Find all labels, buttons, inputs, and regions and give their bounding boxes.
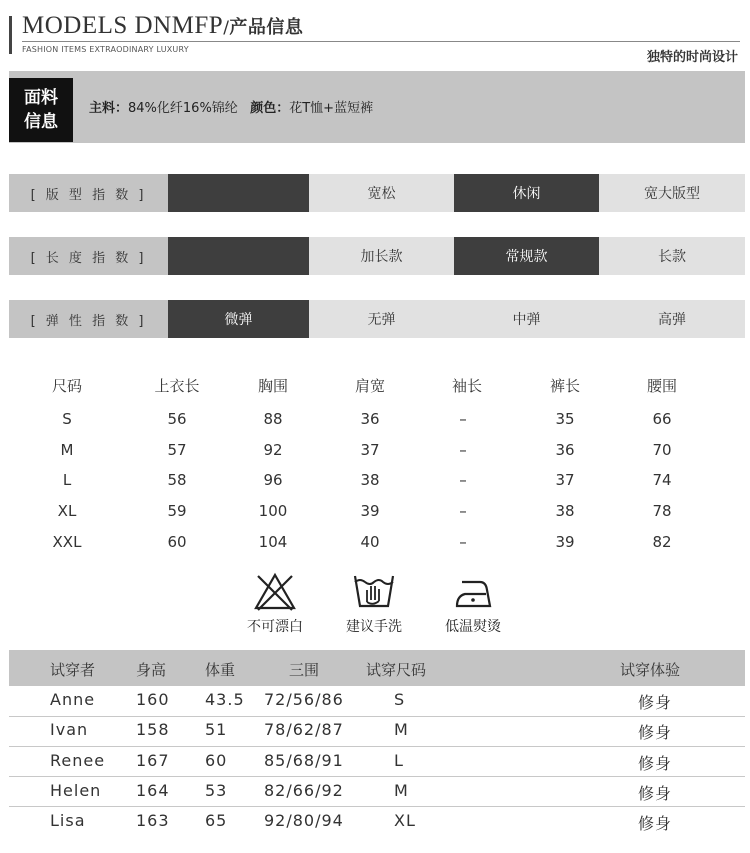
header-tagline: 独特的时尚设计 [646, 50, 738, 65]
size-cell: 39 [555, 533, 575, 551]
fitting-cell: 修身 [638, 723, 673, 742]
fabric-tag-line2: 信息 [24, 112, 58, 132]
size-col-header: 尺码 [51, 377, 82, 395]
size-cell: 38 [555, 502, 575, 520]
size-cell: 74 [652, 471, 672, 489]
elasticity-index-option: 无弹 [309, 300, 454, 338]
fabric-details [89, 97, 373, 116]
fitting-cell: 修身 [638, 754, 673, 773]
fitting-cell: Ivan [50, 720, 89, 739]
size-col-header: 裤长 [549, 377, 580, 395]
fitting-row-divider [9, 746, 745, 747]
fitting-cell: M [394, 781, 409, 800]
size-cell: 58 [167, 471, 187, 489]
fit-index-label: [ 版 型 指 数 ] [9, 174, 168, 212]
color-value: 花T恤+蓝短裤 [289, 101, 374, 116]
size-cell: – [459, 410, 467, 428]
size-cell: 60 [167, 533, 187, 551]
fit-index-option: 休闲 [454, 174, 599, 212]
size-cell: S [62, 410, 72, 428]
fit-index-option: 宽大版型 [599, 174, 745, 212]
fabric-info-tag [9, 78, 73, 142]
fitting-cell: 167 [136, 751, 170, 770]
size-cell: 59 [167, 502, 187, 520]
material-label: 主料： [89, 101, 129, 116]
length-index-option: 加长款 [309, 237, 454, 275]
size-cell: 88 [263, 410, 283, 428]
fitting-cell: S [394, 690, 406, 709]
length-index-option: 长款 [599, 237, 745, 275]
fitting-cell: 78/62/87 [264, 720, 344, 739]
fitting-cell: XL [394, 811, 416, 830]
fitting-cell: Helen [50, 781, 102, 800]
no-bleach-icon [253, 572, 297, 612]
size-col-header: 腰围 [646, 377, 677, 395]
length-index-row [9, 237, 745, 275]
fitting-cell: 60 [205, 751, 228, 770]
size-cell: XL [57, 502, 77, 520]
elasticity-index-option: 高弹 [599, 300, 745, 338]
size-col-header: 肩宽 [354, 377, 385, 395]
size-cell: – [459, 441, 467, 459]
fitting-cell: 85/68/91 [264, 751, 344, 770]
fitting-col-header: 身高 [136, 661, 167, 679]
care-label: 建议手洗 [346, 619, 402, 635]
size-cell: 92 [263, 441, 283, 459]
elasticity-index-option: 中弹 [454, 300, 599, 338]
fitting-row-divider [9, 776, 745, 777]
size-col-header: 上衣长 [154, 377, 200, 395]
header-divider [22, 41, 740, 42]
size-cell: 78 [652, 502, 672, 520]
fitting-row-divider [9, 806, 745, 807]
fitting-cell: 65 [205, 811, 228, 830]
fitting-col-header: 体重 [205, 661, 236, 679]
fitting-cell: 92/80/94 [264, 811, 344, 830]
size-cell: 39 [360, 502, 380, 520]
size-cell: 36 [555, 441, 575, 459]
fit-index-option: 宽松 [309, 174, 454, 212]
size-cell: XXL [52, 533, 82, 551]
size-cell: 36 [360, 410, 380, 428]
size-cell: – [459, 533, 467, 551]
fitting-cell: Lisa [50, 811, 86, 830]
size-cell: 35 [555, 410, 575, 428]
elasticity-index-option: 微弹 [168, 300, 309, 338]
size-cell: 82 [652, 533, 672, 551]
fit-index-row [9, 174, 745, 212]
fitting-cell: 160 [136, 690, 170, 709]
length-index-option [168, 237, 309, 275]
title-brand: MODELS DNMFP [22, 12, 224, 39]
length-index-label: [ 长 度 指 数 ] [9, 237, 168, 275]
size-cell: L [62, 471, 72, 489]
fitting-cell: 51 [205, 720, 228, 739]
size-cell: 56 [167, 410, 187, 428]
fitting-cell: Renee [50, 751, 106, 770]
fitting-cell: M [394, 720, 409, 739]
size-col-header: 袖长 [451, 377, 482, 395]
length-index-option: 常规款 [454, 237, 599, 275]
fit-index-option [168, 174, 309, 212]
fitting-cell: 修身 [638, 693, 673, 712]
fitting-cell: 164 [136, 781, 170, 800]
size-cell: 40 [360, 533, 380, 551]
page-title [22, 12, 303, 40]
size-cell: 96 [263, 471, 283, 489]
fitting-cell: 72/56/86 [264, 690, 344, 709]
hand-wash-icon [352, 572, 396, 612]
fitting-col-header: 三围 [289, 661, 320, 679]
size-cell: 38 [360, 471, 380, 489]
fitting-cell: 163 [136, 811, 170, 830]
elasticity-index-label: [ 弹 性 指 数 ] [9, 300, 168, 338]
size-cell: 57 [167, 441, 187, 459]
fitting-cell: 158 [136, 720, 170, 739]
size-cell: M [60, 441, 74, 459]
material-value: 84%化纤16%锦纶 [128, 101, 238, 116]
size-cell: 100 [258, 502, 288, 520]
elasticity-index-row [9, 300, 745, 338]
fitting-col-header: 试穿尺码 [366, 661, 427, 679]
size-cell: 104 [258, 533, 288, 551]
fabric-tag-line1: 面料 [24, 88, 58, 108]
fitting-cell: 82/66/92 [264, 781, 344, 800]
size-cell: 37 [360, 441, 380, 459]
fitting-col-header: 试穿者 [50, 661, 96, 679]
fitting-cell: 53 [205, 781, 228, 800]
size-cell: 70 [652, 441, 672, 459]
low-iron-icon [452, 572, 496, 612]
header-subtitle: FASHION ITEMS EXTRAODINARY LUXURY [22, 45, 189, 54]
color-label: 颜色： [250, 101, 290, 116]
title-cn: 产品信息 [229, 17, 304, 38]
fitting-cell: 修身 [638, 814, 673, 833]
size-table [0, 372, 750, 562]
title-separator: / [223, 18, 230, 38]
fitting-row-divider [9, 716, 745, 717]
size-col-header: 胸围 [257, 377, 288, 395]
fitting-cell: Anne [50, 690, 96, 709]
fitting-cell: 43.5 [205, 690, 245, 709]
size-cell: 66 [652, 410, 672, 428]
fitting-cell: 修身 [638, 784, 673, 803]
size-cell: 37 [555, 471, 575, 489]
care-label: 低温熨烫 [445, 619, 501, 635]
size-cell: – [459, 471, 467, 489]
fitting-col-header: 试穿体验 [620, 661, 681, 679]
header-accent-bar [9, 16, 12, 54]
size-cell: – [459, 502, 467, 520]
fitting-cell: L [394, 751, 404, 770]
care-label: 不可漂白 [247, 619, 303, 635]
